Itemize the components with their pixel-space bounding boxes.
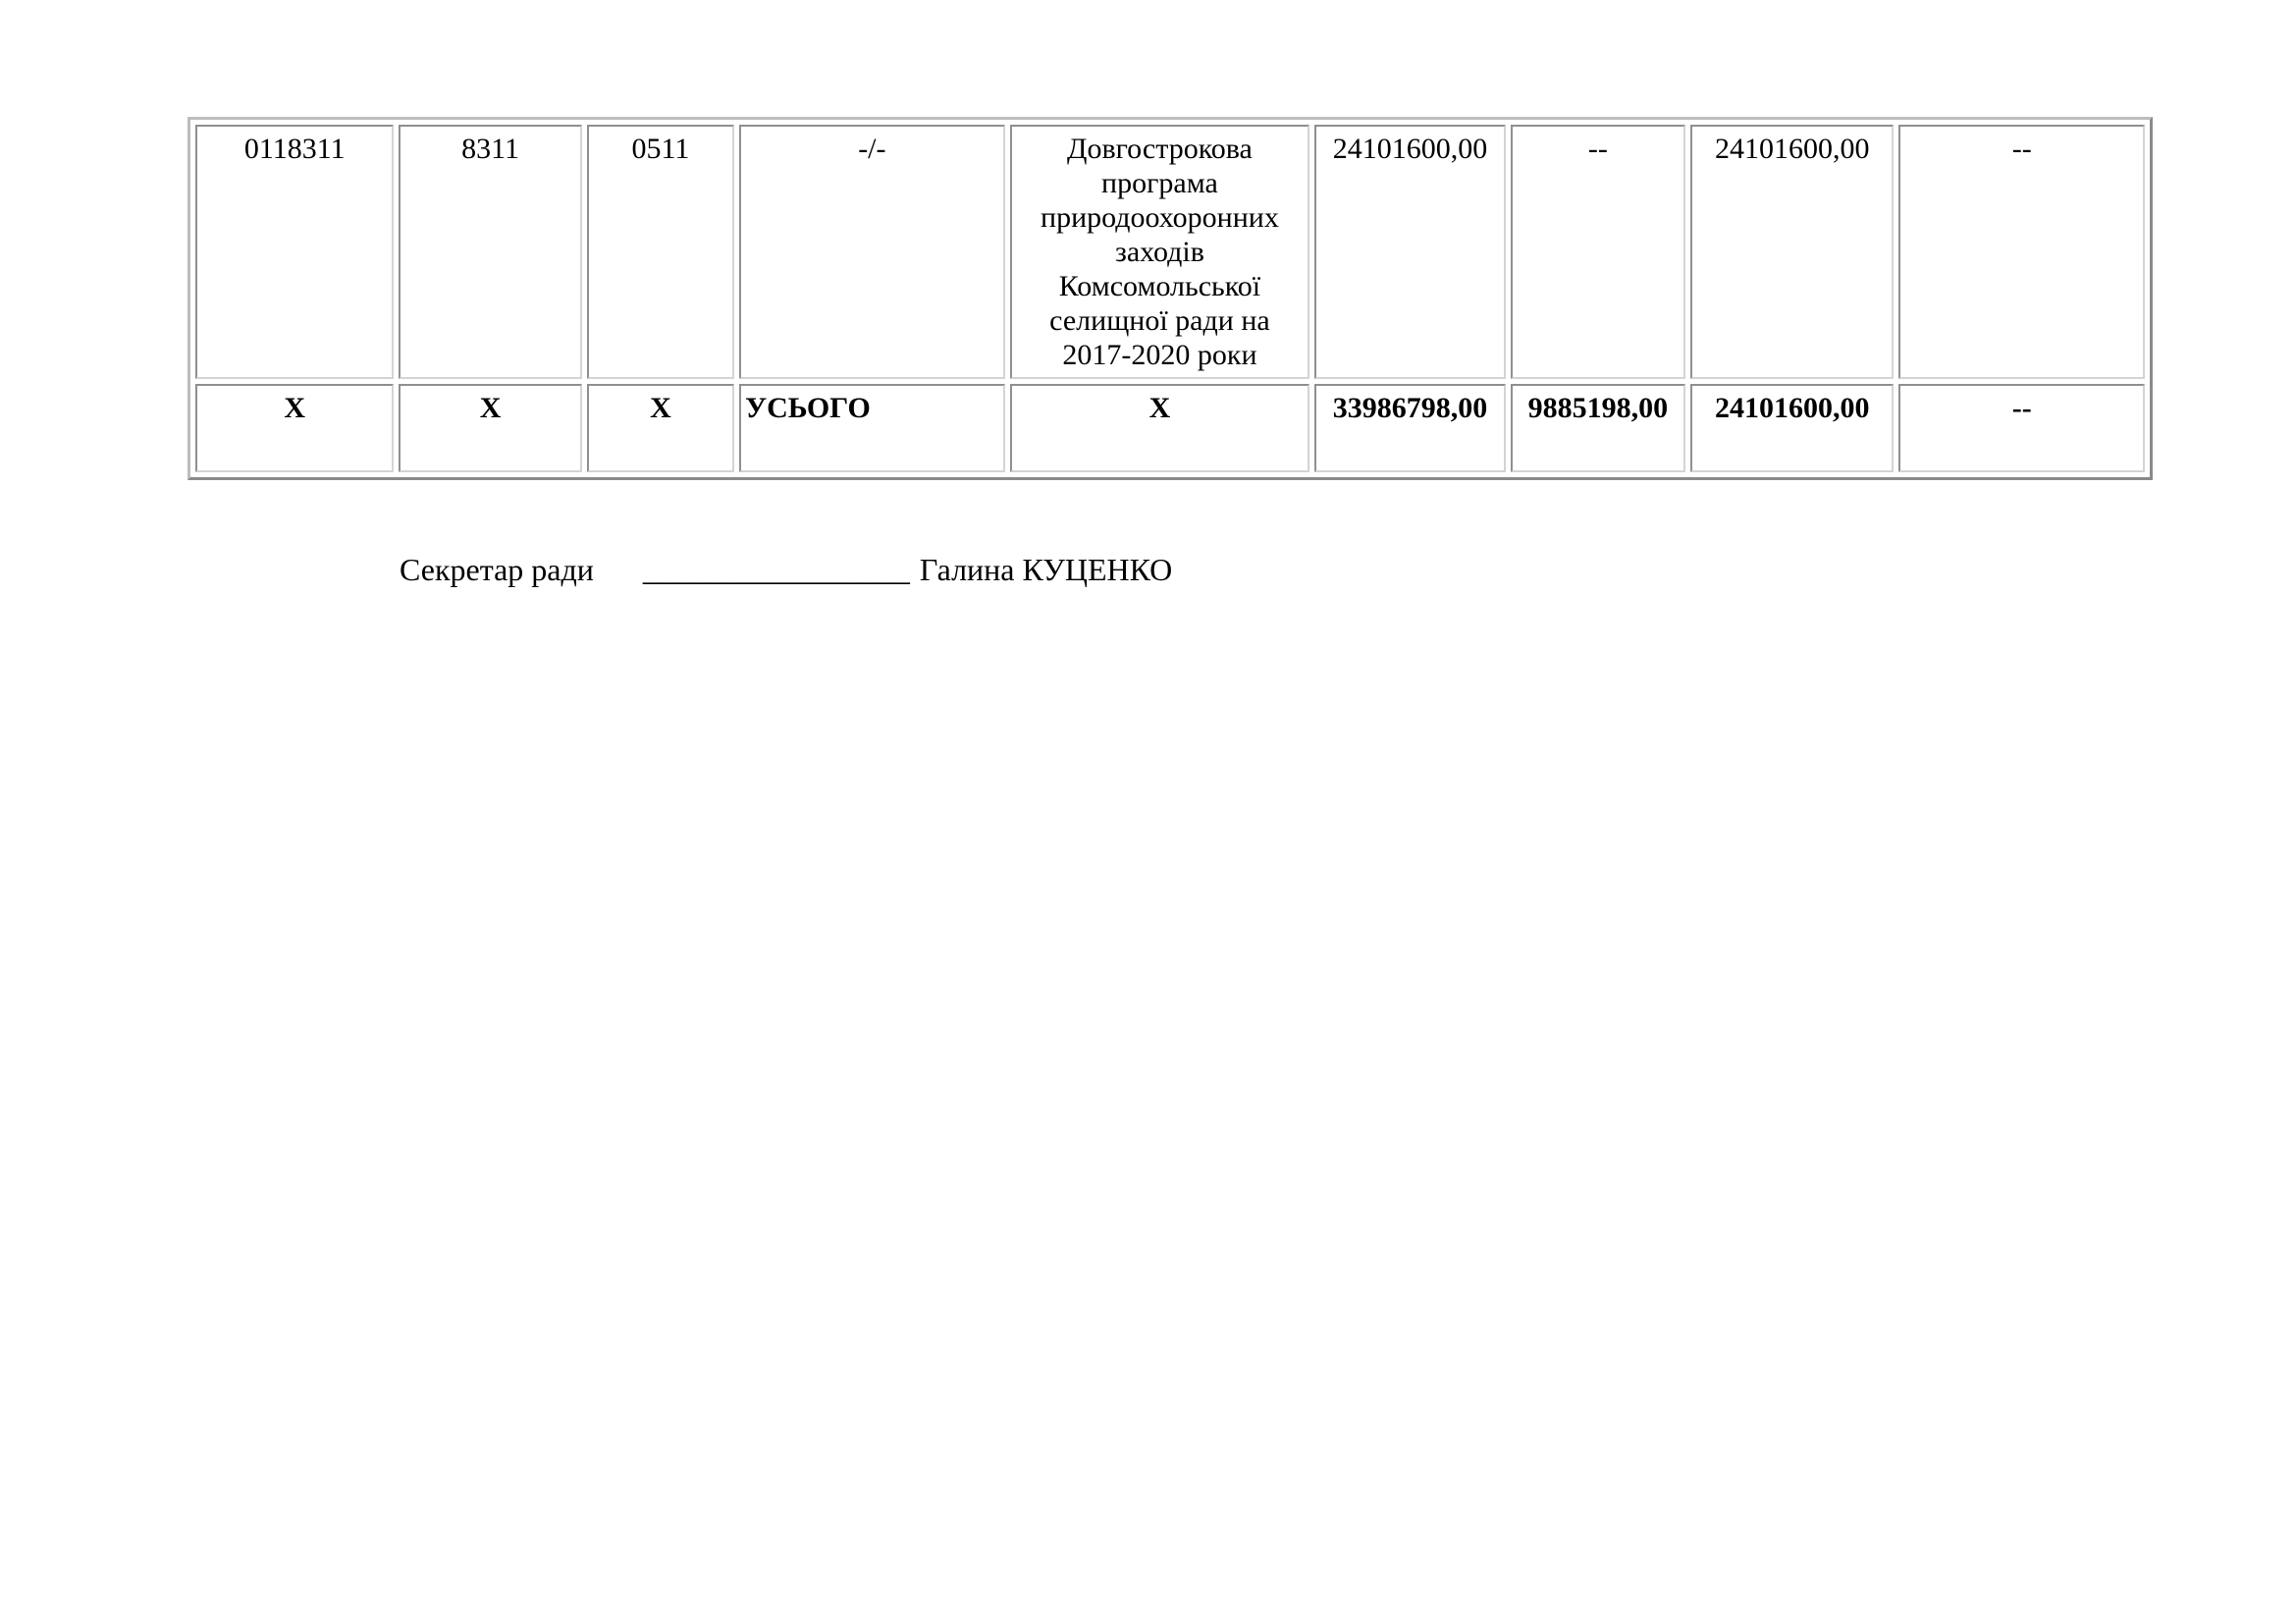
- table-cell: --: [1898, 384, 2145, 472]
- table-cell: 33986798,00: [1314, 384, 1505, 472]
- table-cell: --: [1898, 125, 2145, 379]
- table-cell: Х: [1010, 384, 1310, 472]
- table-cell: Довгострокова програма природоохоронних заходів Комсомольської селищної ради на 2017-2020 роки: [1010, 125, 1310, 379]
- table-cell: 24101600,00: [1690, 384, 1894, 472]
- total-label-cell: УСЬОГО: [739, 384, 1005, 472]
- table-cell: 24101600,00: [1314, 125, 1505, 379]
- table-total-row: [195, 384, 2145, 472]
- table-cell: -/-: [739, 125, 1005, 379]
- table-cell: 0118311: [195, 125, 394, 379]
- signature-label: Секретар ради: [400, 552, 594, 587]
- table-cell: Х: [587, 384, 734, 472]
- table-cell: 9885198,00: [1511, 384, 1685, 472]
- budget-table-grid: [190, 120, 2150, 477]
- budget-table: [187, 117, 2153, 480]
- table-cell: 0511: [587, 125, 734, 379]
- table-cell: 24101600,00: [1690, 125, 1894, 379]
- signature-block: [384, 511, 1172, 589]
- table-row: [195, 125, 2145, 379]
- table-cell: --: [1511, 125, 1685, 379]
- table-cell: Х: [195, 384, 394, 472]
- table-cell: 8311: [399, 125, 581, 379]
- signatory-name: Галина КУЦЕНКО: [919, 552, 1173, 587]
- table-cell: Х: [399, 384, 581, 472]
- signature-line: _________________: [642, 552, 910, 587]
